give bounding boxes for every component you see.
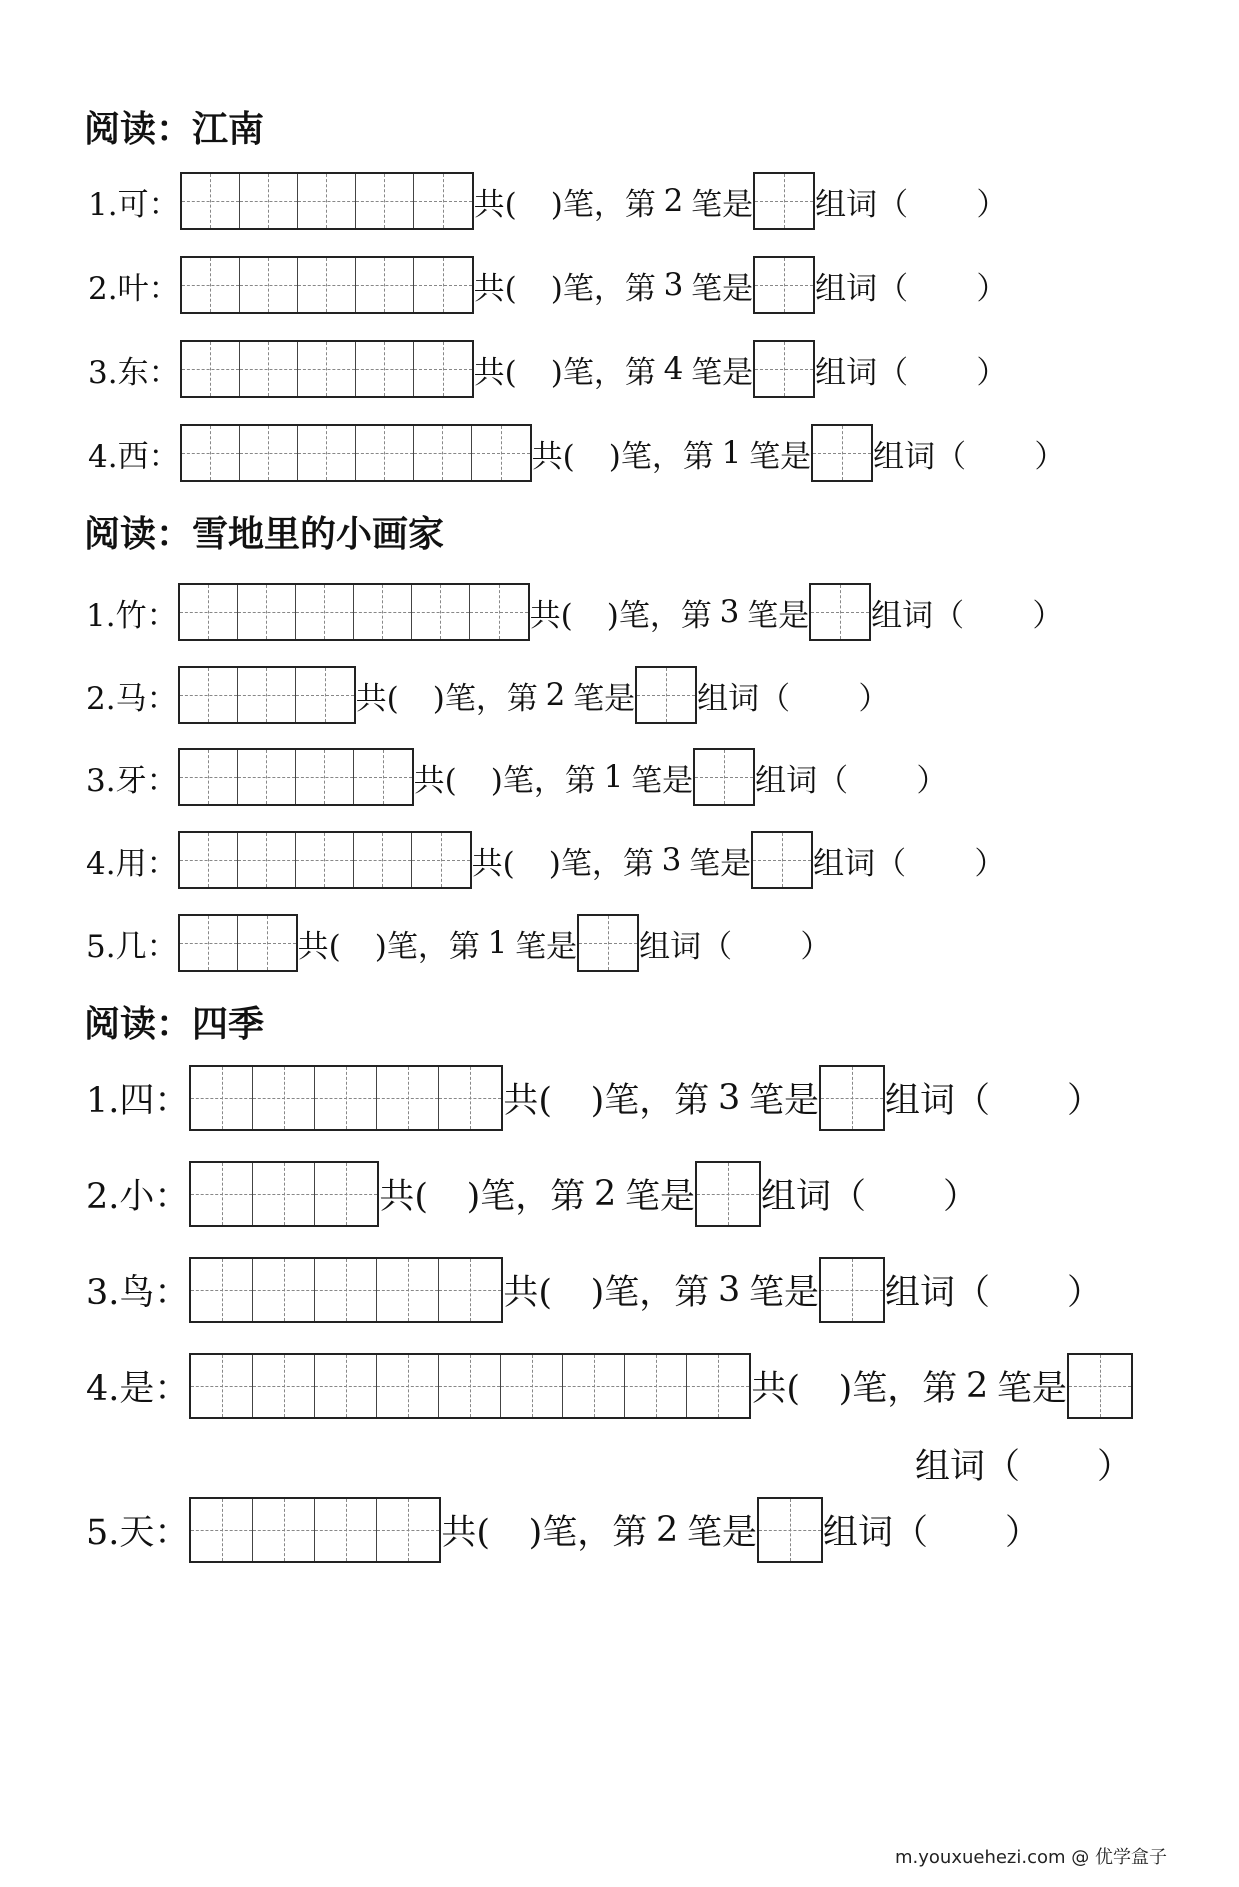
stroke-is-label: 笔是 [749,438,812,475]
tianzige-cell [182,174,240,228]
tianzige-cell [439,1067,501,1129]
tianzige-cell [238,916,296,970]
tianzige-cell [439,1355,501,1417]
question-label: 2.小： [86,1177,190,1217]
stroke-number: 3 [661,842,682,878]
stroke-is-label: 笔是 [573,680,636,717]
word-group-close: ） [1067,1081,1103,1121]
stroke-is-label: 笔是 [747,597,810,634]
tianzige-cell [412,833,470,887]
tianzige-cell [253,1499,315,1561]
stroke-count-open: 共( [529,597,573,634]
tianzige-cell [182,426,240,480]
tianzige-cell [315,1499,377,1561]
tianzige-cell [755,258,813,312]
tianzige-cell [755,174,813,228]
stroke-answer-box[interactable] [751,831,813,889]
word-group-open: 组词（ [755,762,849,799]
tianzige-cell [296,750,354,804]
stroke-answer-box[interactable] [819,1257,885,1323]
word-group-close: ） [1067,1273,1103,1313]
tianzige-cell [240,426,298,480]
tianzige-cell [191,1259,253,1321]
tianzige-cell [180,916,238,970]
tianzige-cell [356,174,414,228]
word-group-close: ） [974,845,1006,882]
tianzige-cell [414,342,472,396]
stroke-count-close: )笔，第 [466,1177,586,1217]
word-group-close: ） [916,762,948,799]
word-group-close: ） [976,186,1008,223]
question-row [86,583,1063,641]
stroke-is-label: 笔是 [625,1177,696,1217]
tianzige-cell [1069,1355,1131,1417]
section-title: 阅读：四季 [84,1004,265,1045]
stroke-count-close: )笔，第 [550,354,656,391]
stroke-number: 3 [717,1078,741,1118]
word-group-close: ） [858,680,890,717]
stroke-count-open: 共( [503,1273,553,1313]
stroke-order-grid[interactable] [180,424,532,482]
stroke-answer-box[interactable] [757,1497,823,1563]
word-group-open: 组词（ [815,270,909,307]
stroke-number: 2 [545,677,566,713]
question-label: 5.几： [86,928,178,965]
question-label: 3.东： [88,354,180,391]
tianzige-cell [296,668,354,722]
stroke-count-open: 共( [297,928,341,965]
stroke-order-grid[interactable] [178,666,356,724]
word-group-close: ） [1032,597,1064,634]
tianzige-cell [180,750,238,804]
stroke-number: 3 [663,267,684,303]
tianzige-cell [470,585,528,639]
stroke-count-close: )笔，第 [490,762,596,799]
tianzige-cell [412,585,470,639]
question-label: 4.是： [86,1369,190,1409]
question-label: 4.西： [88,438,180,475]
tianzige-cell [414,174,472,228]
tianzige-cell [191,1499,253,1561]
stroke-order-grid[interactable] [189,1497,441,1563]
tianzige-cell [182,342,240,396]
stroke-count-close: )笔，第 [838,1369,958,1409]
tianzige-cell [377,1499,439,1561]
stroke-count-close: )笔，第 [608,438,714,475]
tianzige-cell [354,750,412,804]
question-label: 4.用： [86,845,178,882]
stroke-count-close: )笔，第 [590,1273,710,1313]
tianzige-cell [180,833,238,887]
stroke-answer-box[interactable] [635,666,697,724]
tianzige-cell [813,426,871,480]
stroke-count-close: )笔，第 [548,845,654,882]
stroke-answer-box[interactable] [819,1065,885,1131]
stroke-count-open: 共( [503,1081,553,1121]
tianzige-cell [354,833,412,887]
question-row [88,256,1007,314]
word-group-close: ） [976,270,1008,307]
tianzige-cell [315,1259,377,1321]
stroke-is-label: 笔是 [749,1273,820,1313]
tianzige-cell [354,585,412,639]
question-row-continued [915,1431,1132,1497]
tianzige-cell [414,426,472,480]
tianzige-cell [253,1259,315,1321]
tianzige-cell [238,585,296,639]
word-group-open: 组词（ [873,438,967,475]
tianzige-cell [637,668,695,722]
tianzige-cell [240,174,298,228]
tianzige-cell [356,342,414,396]
tianzige-cell [753,833,811,887]
stroke-is-label: 笔是 [515,928,578,965]
stroke-answer-box[interactable] [695,1161,761,1227]
section-title: 阅读：雪地里的小画家 [84,514,445,555]
tianzige-cell [238,833,296,887]
stroke-count-close: )笔，第 [606,597,712,634]
question-row [86,748,947,806]
tianzige-cell [315,1355,377,1417]
stroke-answer-box[interactable] [577,914,639,972]
stroke-number: 3 [717,1270,741,1310]
stroke-answer-box[interactable] [811,424,873,482]
stroke-answer-box[interactable] [693,748,755,806]
stroke-count-close: )笔，第 [590,1081,710,1121]
stroke-is-label: 笔是 [689,845,752,882]
stroke-number: 1 [721,435,742,471]
tianzige-cell [414,258,472,312]
question-row [88,340,1007,398]
stroke-answer-box[interactable] [809,583,871,641]
question-row [86,1257,1102,1323]
stroke-count-close: )笔，第 [550,186,656,223]
word-group-open: 组词（ [761,1177,867,1217]
stroke-order-grid[interactable] [189,1161,379,1227]
tianzige-cell [298,174,356,228]
stroke-is-label: 笔是 [749,1081,820,1121]
tianzige-cell [253,1163,315,1225]
word-group-open: 组词（ [871,597,965,634]
tianzige-cell [695,750,753,804]
stroke-is-label: 笔是 [691,354,754,391]
tianzige-cell [501,1355,563,1417]
tianzige-cell [298,342,356,396]
stroke-count-close: )笔，第 [432,680,538,717]
tianzige-cell [579,916,637,970]
tianzige-cell [180,668,238,722]
stroke-order-grid[interactable] [189,1065,503,1131]
stroke-is-label: 笔是 [691,270,754,307]
stroke-count-open: 共( [473,186,517,223]
tianzige-cell [240,258,298,312]
stroke-count-open: 共( [441,1513,491,1553]
stroke-number: 1 [487,925,508,961]
question-row [86,914,831,972]
stroke-number: 2 [593,1174,617,1214]
tianzige-cell [298,426,356,480]
tianzige-cell [296,585,354,639]
question-label: 1.四： [86,1081,190,1121]
tianzige-cell [625,1355,687,1417]
tianzige-cell [253,1355,315,1417]
word-group-open: 组词（ [915,1447,1021,1487]
tianzige-cell [821,1067,883,1129]
tianzige-cell [298,258,356,312]
tianzige-cell [687,1355,749,1417]
stroke-count-open: 共( [379,1177,429,1217]
tianzige-cell [755,342,813,396]
question-label: 1.可： [88,186,180,223]
stroke-count-open: 共( [413,762,457,799]
question-row [88,172,1007,230]
tianzige-cell [238,668,296,722]
tianzige-cell [472,426,530,480]
tianzige-cell [238,750,296,804]
stroke-answer-box[interactable] [753,340,815,398]
question-label: 3.鸟： [86,1273,190,1313]
question-label: 2.马： [86,680,178,717]
word-group-open: 组词（ [885,1273,991,1313]
tianzige-cell [563,1355,625,1417]
stroke-count-open: 共( [473,270,517,307]
tianzige-cell [240,342,298,396]
word-group-close: ） [800,928,832,965]
tianzige-cell [377,1355,439,1417]
stroke-is-label: 笔是 [687,1513,758,1553]
stroke-is-label: 笔是 [691,186,754,223]
word-group-open: 组词（ [813,845,907,882]
footer-watermark: m.youxuehezi.com @ 优学盒子 [894,1847,1167,1868]
stroke-order-grid[interactable] [189,1353,751,1419]
tianzige-cell [182,258,240,312]
word-group-open: 组词（ [639,928,733,965]
tianzige-cell [315,1067,377,1129]
stroke-answer-box[interactable] [1067,1353,1133,1419]
stroke-is-label: 笔是 [997,1369,1068,1409]
tianzige-cell [356,426,414,480]
stroke-order-grid[interactable] [178,914,298,972]
tianzige-cell [821,1259,883,1321]
tianzige-cell [697,1163,759,1225]
question-label: 5.天： [86,1513,190,1553]
stroke-order-grid[interactable] [180,340,474,398]
tianzige-cell [180,585,238,639]
tianzige-cell [439,1259,501,1321]
stroke-count-close: )笔，第 [528,1513,648,1553]
stroke-is-label: 笔是 [631,762,694,799]
word-group-open: 组词（ [697,680,791,717]
stroke-count-close: )笔，第 [550,270,656,307]
word-group-close: ） [1097,1447,1133,1487]
stroke-order-grid[interactable] [178,583,530,641]
stroke-number: 4 [663,351,684,387]
stroke-order-grid[interactable] [178,831,472,889]
stroke-number: 2 [965,1366,989,1406]
stroke-answer-box[interactable] [753,172,815,230]
stroke-answer-box[interactable] [753,256,815,314]
stroke-order-grid[interactable] [189,1257,503,1323]
stroke-order-grid[interactable] [178,748,414,806]
stroke-count-open: 共( [471,845,515,882]
tianzige-cell [191,1355,253,1417]
tianzige-cell [296,833,354,887]
stroke-number: 2 [655,1510,679,1550]
word-group-open: 组词（ [815,186,909,223]
word-group-open: 组词（ [885,1081,991,1121]
tianzige-cell [759,1499,821,1561]
question-row [88,424,1065,482]
stroke-count-close: )笔，第 [374,928,480,965]
question-row [86,831,1005,889]
question-row [86,1497,1040,1563]
word-group-close: ） [1005,1513,1041,1553]
stroke-count-open: 共( [473,354,517,391]
stroke-number: 3 [719,594,740,630]
tianzige-cell [356,258,414,312]
stroke-order-grid[interactable] [180,172,474,230]
stroke-count-open: 共( [751,1369,801,1409]
stroke-order-grid[interactable] [180,256,474,314]
tianzige-cell [191,1067,253,1129]
stroke-number: 1 [603,759,624,795]
question-label: 1.竹： [86,597,178,634]
tianzige-cell [253,1067,315,1129]
word-group-open: 组词（ [815,354,909,391]
question-row [86,1161,978,1227]
tianzige-cell [191,1163,253,1225]
word-group-open: 组词（ [823,1513,929,1553]
tianzige-cell [315,1163,377,1225]
question-row [86,666,889,724]
word-group-close: ） [1034,438,1066,475]
stroke-count-open: 共( [355,680,399,717]
word-group-close: ） [943,1177,979,1217]
question-label: 3.牙： [86,762,178,799]
tianzige-cell [811,585,869,639]
word-group-close: ） [976,354,1008,391]
tianzige-cell [377,1259,439,1321]
stroke-count-open: 共( [531,438,575,475]
question-row [86,1353,1133,1419]
question-row [86,1065,1102,1131]
tianzige-cell [377,1067,439,1129]
question-label: 2.叶： [88,270,180,307]
stroke-number: 2 [663,183,684,219]
section-title: 阅读：江南 [84,109,265,150]
